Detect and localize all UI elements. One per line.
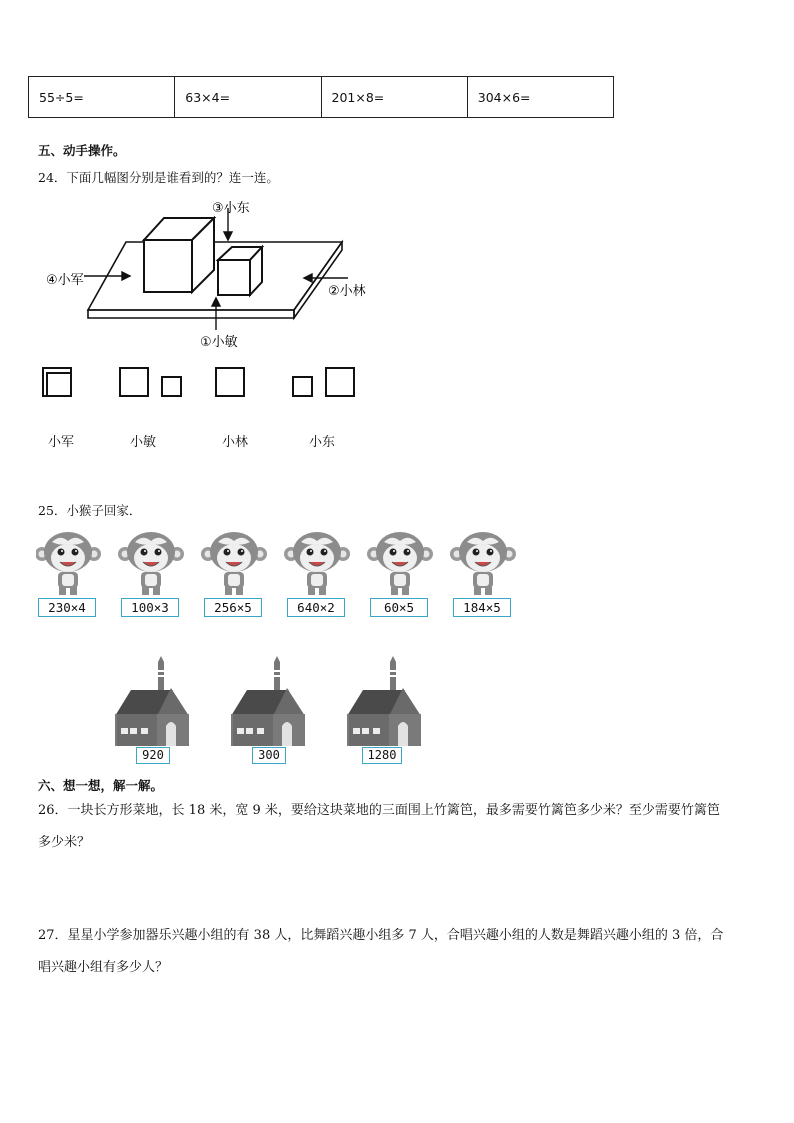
view-drawing-d: [293, 368, 354, 396]
house-value: 1280: [362, 747, 402, 764]
house-icon: [115, 656, 189, 746]
monkeys: [36, 532, 526, 600]
question-27-line1: 27．星星小学参加器乐兴趣小组的有 38 人，比舞蹈兴趣小组多 7 人，合唱兴趣小组的人数是舞蹈兴趣小组的 3 倍，合: [38, 928, 724, 943]
monkey-icon: [284, 532, 350, 595]
monkey-expression: 184×5: [453, 598, 511, 617]
label-xiaodong: ③小东: [212, 201, 250, 216]
house-value: 300: [252, 747, 286, 764]
monkey-icon: [450, 532, 516, 595]
monkey-expression: 230×4: [38, 598, 96, 617]
house-value: 920: [136, 747, 170, 764]
monkey-expression: 60×5: [370, 598, 428, 617]
calc-cell: 63×4=: [175, 77, 321, 118]
calc-cell: 55÷5=: [29, 77, 175, 118]
monkey-icon: [36, 532, 101, 595]
calc-cell: 304×6=: [467, 77, 613, 118]
table-row: [29, 77, 614, 118]
question-27-line2: 唱兴趣小组有多少人？: [38, 960, 169, 975]
calc-table: [28, 76, 614, 118]
big-cube: [144, 218, 214, 292]
label-xiaomin: ①小敏: [200, 335, 238, 350]
monkey-icon: [367, 532, 433, 595]
view-drawing-c: [216, 368, 244, 396]
question-24: 24．下面几幅图分别是谁看到的？连一连。: [38, 170, 279, 185]
view-name: 小军: [48, 435, 75, 450]
view-name: 小敏: [130, 435, 157, 450]
house-icon: [231, 656, 305, 746]
monkey-expression: 100×3: [121, 598, 179, 617]
monkey-icon: [201, 532, 267, 595]
label-xiaojun: ④小军: [46, 273, 84, 288]
view-name: 小林: [222, 435, 249, 450]
view-arrows: [84, 208, 348, 330]
section-title-5: 五、动手操作。: [38, 143, 126, 158]
calc-cell: 201×8=: [321, 77, 467, 118]
monkey-expression: 256×5: [204, 598, 262, 617]
question-26-line2: 多少米？: [38, 835, 91, 850]
houses: [110, 656, 430, 748]
small-cube: [218, 247, 262, 295]
section-title-6: 六、想一想，解一解。: [38, 778, 164, 793]
view-drawing-a: [43, 368, 71, 396]
view-drawings: [38, 364, 368, 404]
question-26-line1: 26．一块长方形菜地，长 18 米，宽 9 米，要给这块菜地的三面围上竹篱笆，最多需要竹篱笆多少米？至少需要竹篱笆: [38, 803, 720, 818]
label-xiaolin: ②小林: [328, 284, 366, 299]
question-25: 25．小猴子回家．: [38, 503, 142, 518]
monkey-expression: 640×2: [287, 598, 345, 617]
monkey-icon: [118, 532, 184, 595]
view-drawing-b: [120, 368, 181, 396]
house-icon: [347, 656, 421, 746]
view-name: 小东: [309, 435, 336, 450]
viewpoint-figure: [40, 192, 390, 357]
